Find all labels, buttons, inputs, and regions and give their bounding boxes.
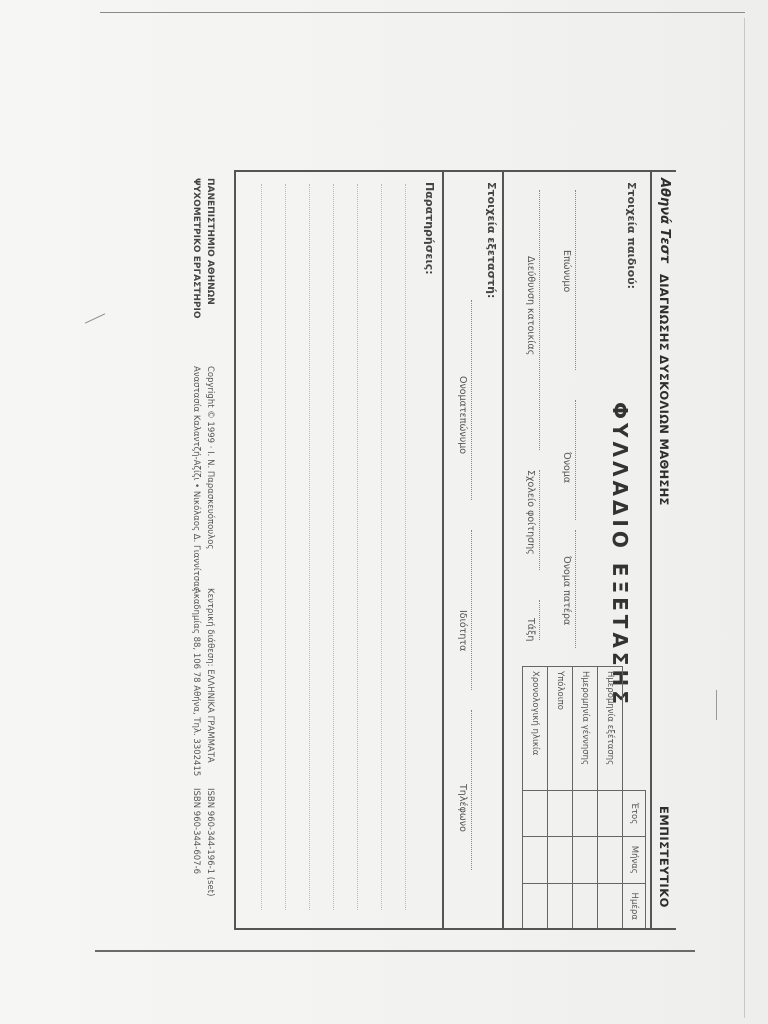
notes-line[interactable] bbox=[357, 184, 358, 910]
date-table bbox=[522, 666, 646, 930]
copyright-line1: Copyright © 1999 · Ι. Ν. Παρασκευόπουλος bbox=[205, 366, 215, 550]
grade-label: Τάξη bbox=[525, 618, 536, 642]
exam-year-cell[interactable] bbox=[598, 790, 623, 836]
remainder-day-cell[interactable] bbox=[548, 883, 573, 929]
school-label: Σχολείο φοίτησης bbox=[525, 470, 536, 555]
age-year-cell[interactable] bbox=[523, 790, 548, 836]
row-remainder: Υπόλοιπο bbox=[548, 667, 573, 791]
sheet-left-border bbox=[236, 170, 676, 172]
confidential-badge: ΕΜΠΙΣΤΕΥΤΙΚΟ bbox=[657, 806, 671, 908]
distribution-line2: Ακαδημίας 88, 106 78 Αθήνα, Τηλ. 3302415 bbox=[191, 588, 201, 777]
bottom-scan-edge bbox=[95, 950, 695, 952]
birth-year-cell[interactable] bbox=[573, 790, 598, 836]
brand-name: Αθηνά Τεστ bbox=[657, 178, 672, 264]
right-mark bbox=[716, 690, 717, 720]
col-year: Έτος bbox=[623, 790, 646, 836]
table-row bbox=[523, 667, 548, 930]
specialty-label: Ιδιότητα bbox=[457, 610, 468, 652]
notes-line[interactable] bbox=[333, 184, 334, 910]
distribution-line1: Κεντρική διάθεση: ΕΛΛΗΝΙΚΑ ΓΡΑΜΜΑΤΑ bbox=[205, 588, 215, 763]
right-scan-edge bbox=[744, 18, 745, 1018]
date-table-header bbox=[623, 667, 646, 930]
notes-rule bbox=[443, 170, 445, 930]
examiner-section-label: Στοιχεία εξεταστή: bbox=[485, 182, 498, 299]
table-row bbox=[548, 667, 573, 930]
top-scan-edge bbox=[100, 12, 745, 13]
header-rule bbox=[651, 170, 653, 930]
specialty-line bbox=[471, 530, 472, 690]
phone-line bbox=[471, 710, 472, 870]
sheet-bottom-border bbox=[235, 170, 237, 930]
remainder-year-cell[interactable] bbox=[548, 790, 573, 836]
copyright-line2: Αναστασία Καλαντζή-Αζίζι • Νικόλαος Δ. Γιαννίτσας bbox=[191, 366, 201, 592]
age-month-cell[interactable] bbox=[523, 837, 548, 884]
sheet-right-border bbox=[236, 928, 676, 930]
birth-month-cell[interactable] bbox=[573, 837, 598, 884]
row-birth-date: Ημερομηνία γέννησης bbox=[573, 667, 598, 791]
full-name-line bbox=[471, 300, 472, 500]
isbn-line1: ISBN 960-344-196-1 (set) bbox=[205, 788, 215, 897]
pencil-mark bbox=[85, 313, 105, 323]
surname-line bbox=[575, 190, 576, 370]
age-day-cell[interactable] bbox=[523, 883, 548, 929]
notes-line[interactable] bbox=[285, 184, 286, 910]
page-title: ΦΥΛΛΑΔΙΟ ΕΞΕΤΑΣΗΣ bbox=[608, 402, 632, 708]
address-line bbox=[539, 190, 540, 450]
notes-line[interactable] bbox=[261, 184, 262, 910]
isbn-line2: ISBN 960-344-607-6 bbox=[191, 788, 201, 875]
table-row bbox=[573, 667, 598, 930]
form-subtitle: ΔΙΑΓΝΩΣΗΣ ΔΥΣΚΟΛΙΩΝ ΜΑΘΗΣΗΣ bbox=[657, 274, 671, 506]
exam-month-cell[interactable] bbox=[598, 837, 623, 884]
first-name-label: Όνομα bbox=[561, 452, 572, 484]
row-exam-date: Ημερομηνία εξέτασης bbox=[598, 667, 623, 791]
exam-day-cell[interactable] bbox=[598, 883, 623, 929]
first-name-line bbox=[575, 400, 576, 520]
notes-line[interactable] bbox=[381, 184, 382, 910]
row-chronological-age: Χρονολογική ηλικία bbox=[523, 667, 548, 791]
school-line bbox=[539, 470, 540, 570]
notes-line[interactable] bbox=[309, 184, 310, 910]
col-month: Μήνας bbox=[623, 837, 646, 884]
university-line2: ΨΥΧΟΜΕΤΡΙΚΟ ΕΡΓΑΣΤΗΡΙΟ bbox=[191, 178, 201, 319]
birth-day-cell[interactable] bbox=[573, 883, 598, 929]
exam-form-sheet bbox=[156, 170, 676, 930]
phone-label: Τηλέφωνο bbox=[457, 784, 468, 832]
table-row bbox=[598, 667, 623, 930]
surname-label: Επώνυμο bbox=[561, 250, 572, 293]
child-section-label: Στοιχεία παιδιού: bbox=[625, 182, 638, 290]
col-day: Ημέρα bbox=[623, 883, 646, 929]
notes-section-label: Παρατηρήσεις: bbox=[423, 182, 436, 275]
university-line1: ΠΑΝΕΠΙΣΤΗΜΙΟ ΑΘΗΝΩΝ bbox=[205, 178, 215, 305]
father-name-line bbox=[575, 530, 576, 648]
notes-line[interactable] bbox=[405, 184, 406, 910]
full-name-label: Ονοματεπώνυμο bbox=[457, 376, 468, 455]
remainder-month-cell[interactable] bbox=[548, 837, 573, 884]
grade-line bbox=[539, 600, 540, 640]
address-label: Διεύθυνση κατοικίας bbox=[525, 256, 536, 356]
father-name-label: Όνομα πατέρα bbox=[561, 556, 572, 626]
examiner-rule bbox=[503, 170, 505, 930]
